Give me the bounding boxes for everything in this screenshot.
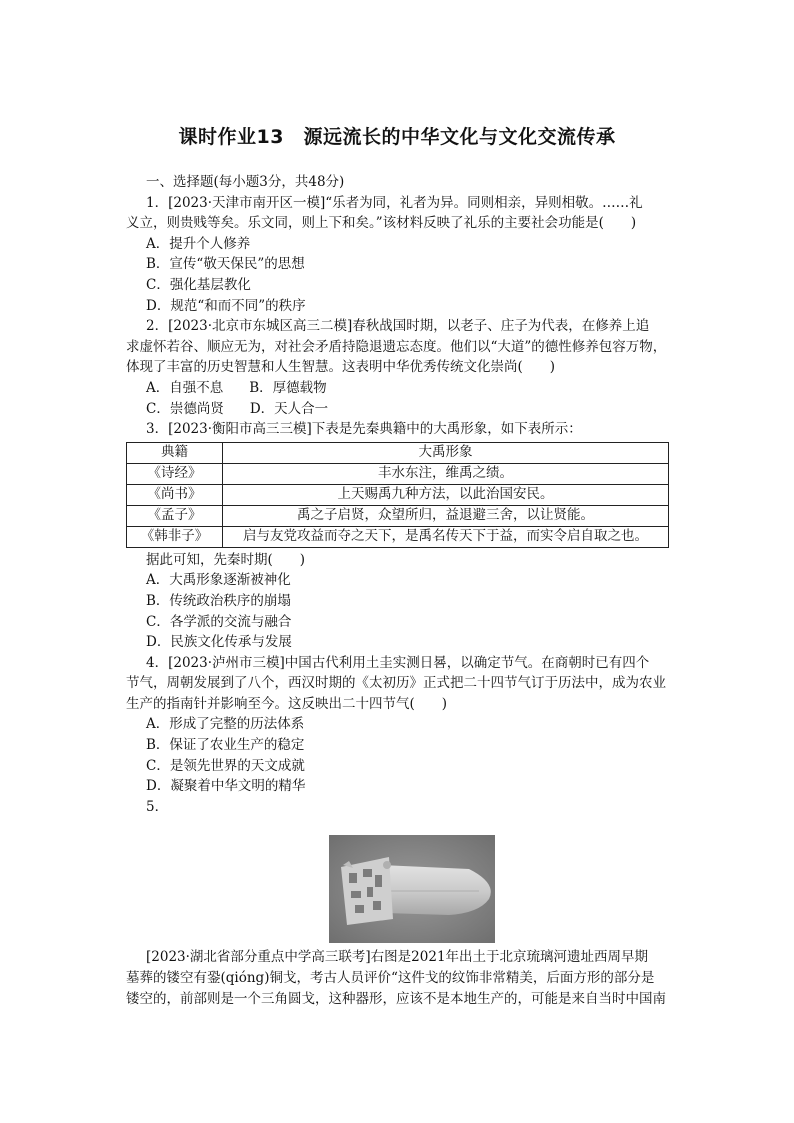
question-3-option-a: A．大禹形象逐渐被神化 bbox=[146, 572, 291, 589]
question-3 bbox=[126, 419, 676, 653]
table-cell: 《韩非子》 bbox=[127, 526, 223, 547]
question-3-text-line-1: 3．[2023·衡阳市高三三模]下表是先秦典籍中的大禹形象，如下表所示： bbox=[146, 421, 582, 438]
question-4-text-line-3: 生产的指南针并影响至今。这反映出二十四节气( ) bbox=[126, 695, 448, 712]
question-2-text-line-1: 2．[2023·北京市东城区高三二模]春秋战国时期，以老子、庄子为代表，在修养上追 bbox=[146, 318, 650, 335]
table-cell: 《孟子》 bbox=[127, 505, 223, 526]
table-header-row bbox=[127, 442, 669, 463]
question-1-option-d: D．规范“和而不同”的秩序 bbox=[146, 297, 306, 314]
table-row bbox=[127, 484, 669, 505]
page-title: 课时作业13 源远流长的中华文化与文化交流传承 bbox=[178, 126, 616, 148]
table-cell: 《诗经》 bbox=[127, 463, 223, 484]
question-4 bbox=[126, 653, 676, 797]
question-2-option-d: D．天人合一 bbox=[249, 400, 329, 417]
table-cell: 禹之子启贤，众望所归，益退避三舍，以让贤能。 bbox=[223, 505, 669, 526]
question-4-text-line-1: 4．[2023·泸州市三模]中国古代利用土圭实测日晷，以确定节气。在商朝时已有四个 bbox=[146, 654, 650, 671]
question-4-text-line-2: 节气，周朝发展到了八个，西汉时期的《太初历》正式把二十四节气订于历法中，成为农业 bbox=[126, 675, 666, 692]
question-2 bbox=[126, 316, 676, 419]
bronze-ge-photo bbox=[329, 835, 495, 943]
table-row bbox=[127, 505, 669, 526]
question-5 bbox=[126, 797, 676, 1009]
question-3-option-d: D．民族文化传承与发展 bbox=[146, 634, 292, 651]
question-4-option-b: B．保证了农业生产的稳定 bbox=[146, 737, 305, 754]
question-2-option-c: C．崇德尚贤 bbox=[146, 400, 224, 417]
section-heading: 一、选择题(每小题3分，共48分) bbox=[146, 174, 345, 190]
document-body bbox=[126, 172, 676, 1009]
question-4-option-d: D．凝聚着中华文明的精华 bbox=[146, 778, 306, 795]
question-3-option-b: B．传统政治秩序的崩塌 bbox=[146, 592, 291, 609]
question-5-text-line-3: 镂空的，前部则是一个三角圆戈，这种器形，应该不是本地生产的，可能是来自当时中国南 bbox=[126, 990, 666, 1007]
question-1-text-line-2: 义立，则贵贱等矣。乐文同，则上下和矣。”该材料反映了礼乐的主要社会功能是( ) bbox=[126, 215, 637, 232]
table-row bbox=[127, 463, 669, 484]
table-header-cell: 大禹形象 bbox=[223, 442, 669, 463]
table-cell: 启与友党攻益而夺之天下，是禹名传天下于益，而实令启自取之也。 bbox=[223, 526, 669, 547]
table-cell: 上天赐禹九种方法，以此治国安民。 bbox=[223, 484, 669, 505]
question-1-option-c: C．强化基层教化 bbox=[146, 276, 251, 293]
question-3-option-c: C．各学派的交流与融合 bbox=[146, 613, 292, 630]
question-2-options-row-1 bbox=[126, 378, 676, 399]
question-1-option-b: B．宣传“敬天保民”的思想 bbox=[146, 256, 305, 273]
question-5-number: 5． bbox=[146, 798, 169, 815]
question-1 bbox=[126, 193, 676, 317]
question-5-text-line-1: [2023·湖北省部分重点中学高三联考]右图是2021年出土于北京琉璃河遗址西周早期 bbox=[146, 949, 649, 966]
question-2-option-a: A．自强不息 bbox=[146, 379, 224, 396]
question-4-option-a: A．形成了完整的历法体系 bbox=[146, 716, 305, 733]
question-2-options-row-2 bbox=[126, 399, 676, 420]
question-4-option-c: C．是领先世界的天文成就 bbox=[146, 757, 305, 774]
table-header-cell: 典籍 bbox=[127, 442, 223, 463]
table-row bbox=[127, 526, 669, 547]
question-1-option-a: A．提升个人修养 bbox=[146, 235, 251, 252]
dayu-table bbox=[126, 442, 669, 548]
bronze-ge-illustration bbox=[329, 835, 495, 943]
question-2-text-line-2: 求虚怀若谷、顺应无为，对社会矛盾持隐退遗忘态度。他们以“大道”的德性修养包容万物， bbox=[126, 338, 667, 355]
question-2-option-b: B．厚德载物 bbox=[249, 379, 327, 396]
question-1-text-line-1: 1．[2023·天津市南开区一模]“乐者为同，礼者为异。同则相亲，异则相敬。……礼 bbox=[146, 194, 643, 211]
question-3-text-after-table: 据此可知，先秦时期( ) bbox=[146, 551, 306, 568]
table-cell: 丰水东注，维禹之绩。 bbox=[223, 463, 669, 484]
question-5-text-line-2: 墓葬的镂空有銎(qióng)铜戈，考古人员评价“这件戈的纹饰非常精美，后面方形的部分是 bbox=[126, 970, 655, 987]
question-2-text-line-3: 体现了丰富的历史智慧和人生智慧。这表明中华优秀传统文化崇尚( ) bbox=[126, 359, 556, 376]
table-cell: 《尚书》 bbox=[127, 484, 223, 505]
